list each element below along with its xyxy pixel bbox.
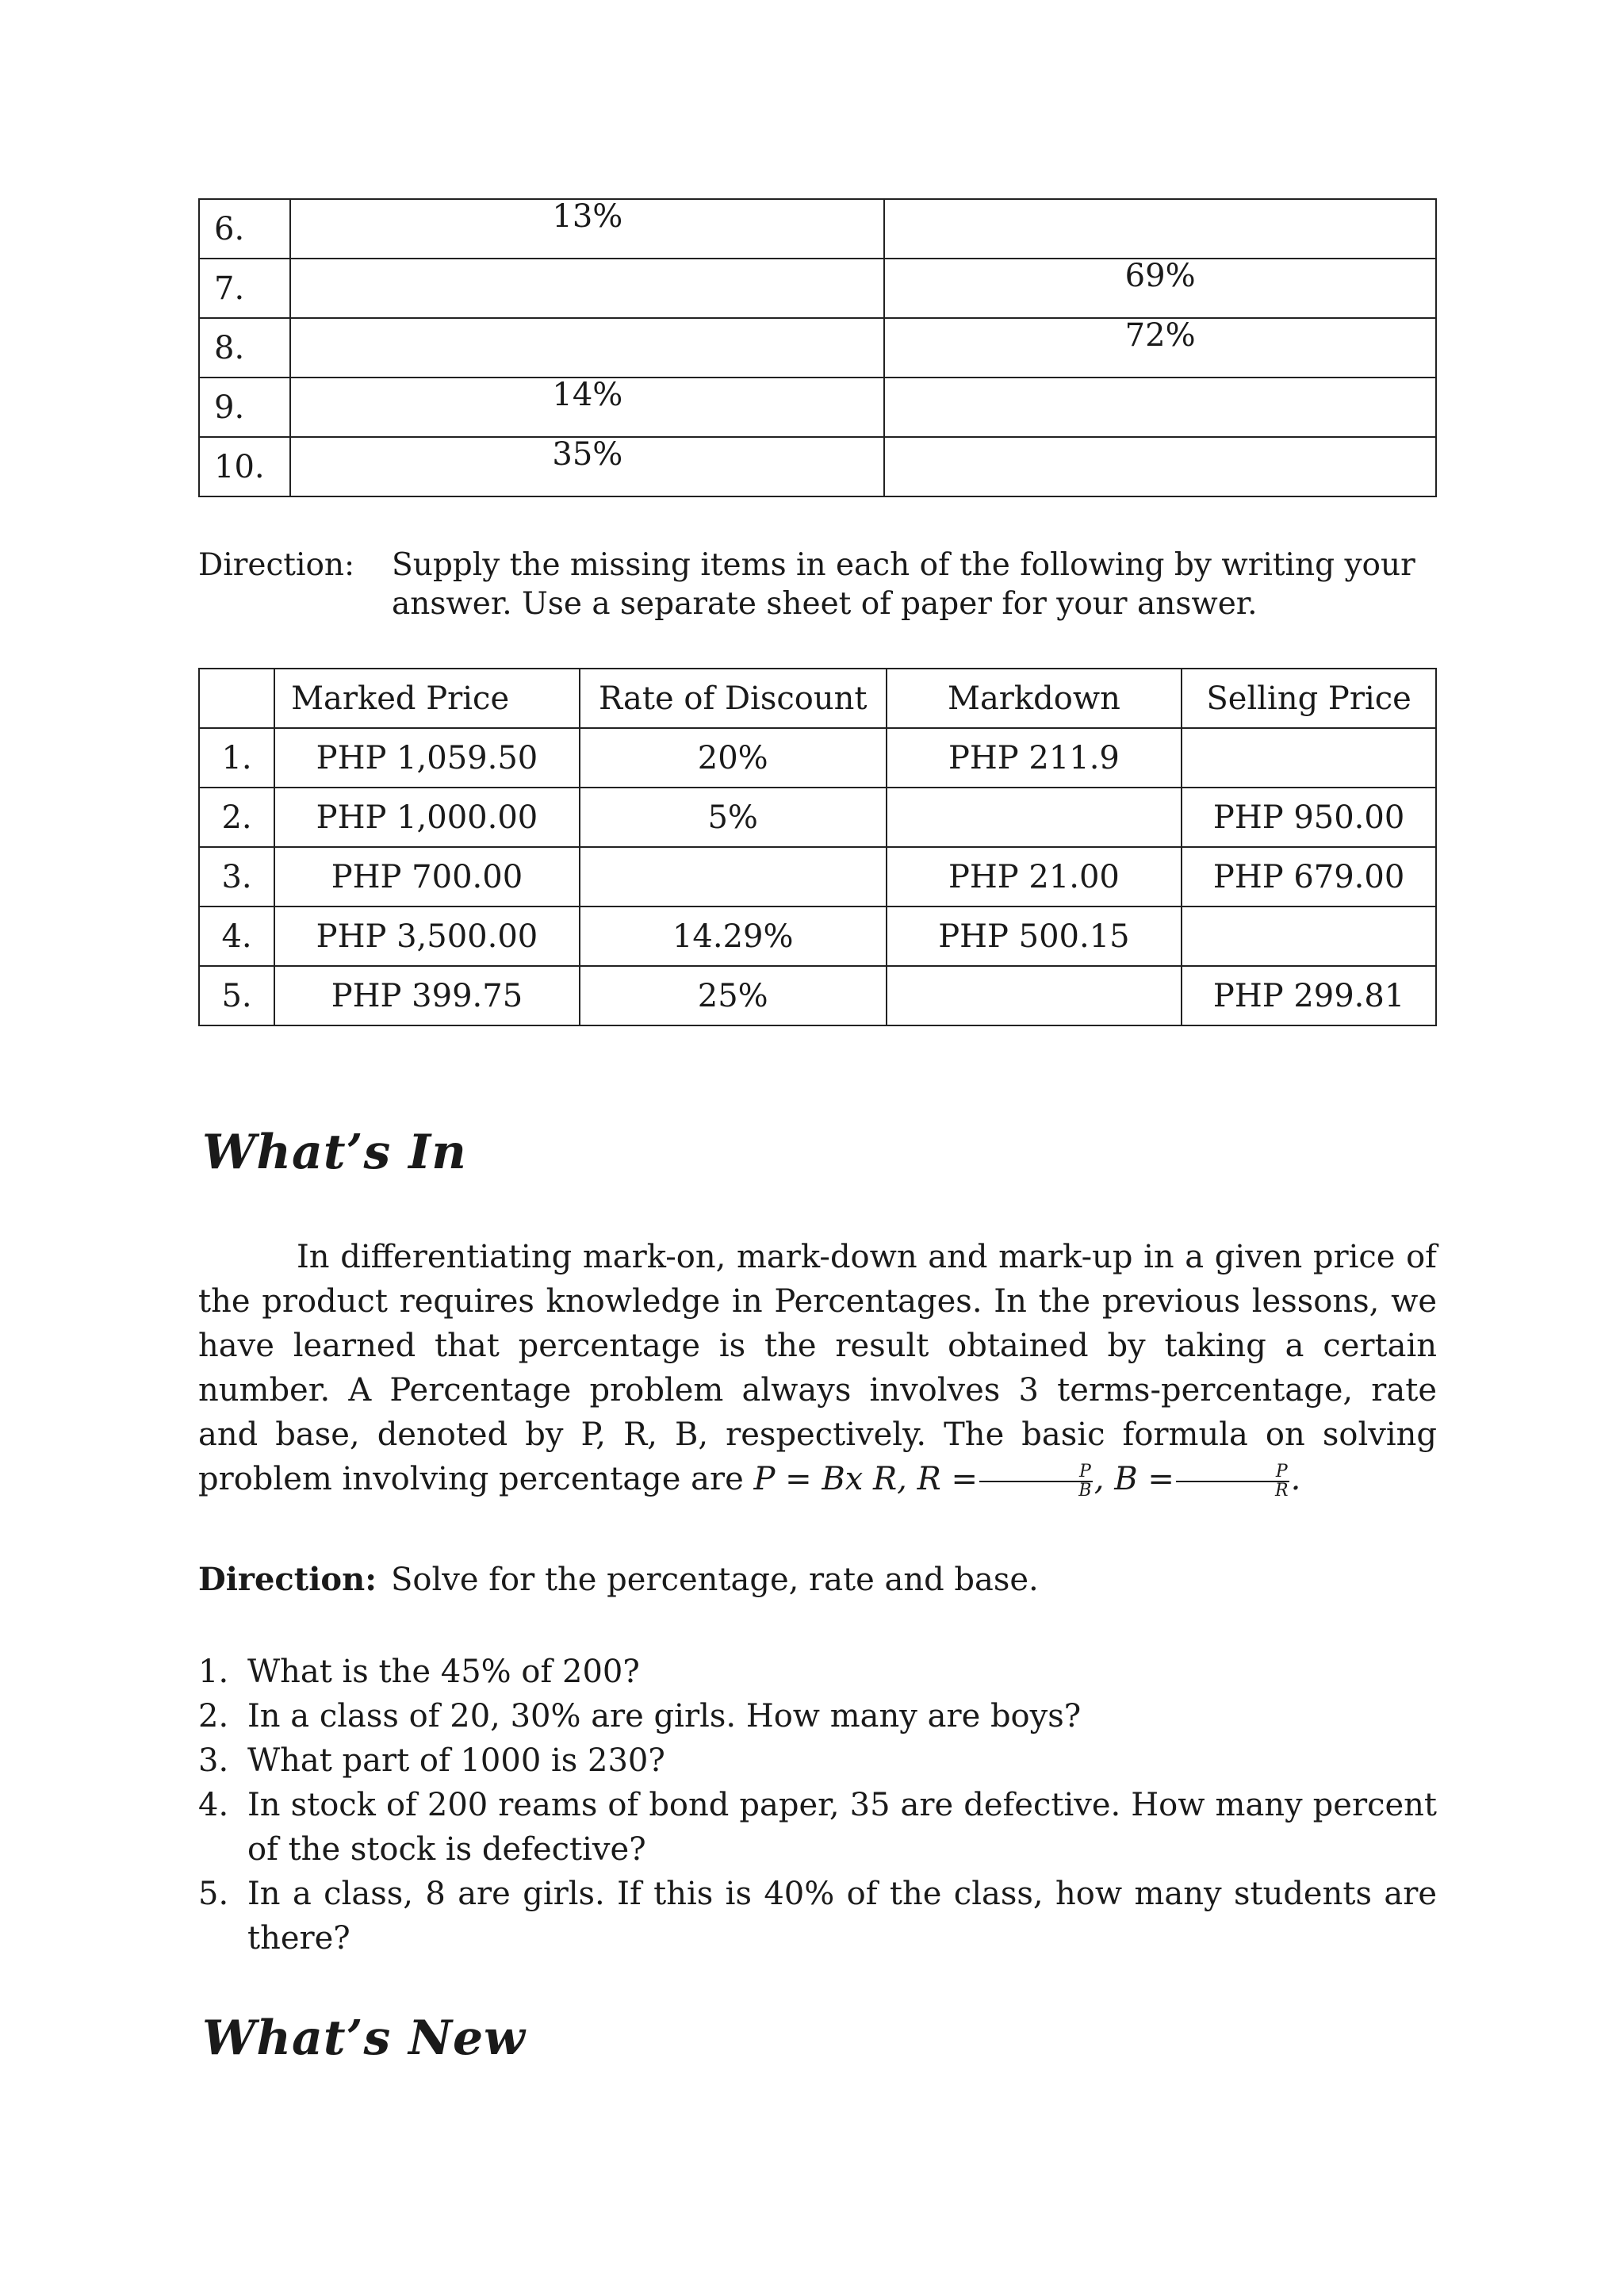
table-row	[199, 847, 1436, 907]
column-header	[199, 669, 274, 728]
fraction-p-over-r: $\frac{P}{R}$	[1176, 1463, 1289, 1500]
table-cell: 69%	[884, 259, 1436, 318]
table-row	[199, 378, 1436, 437]
row-number: 6.	[199, 199, 290, 259]
table-row	[199, 966, 1436, 1025]
table-cell	[290, 259, 884, 318]
answer-table-continued	[198, 198, 1437, 497]
row-number: 9.	[199, 378, 290, 437]
column-header-rate-of-discount: Rate of Discount	[580, 669, 887, 728]
direction-text: Solve for the percentage, rate and base.	[390, 1562, 1039, 1598]
table-cell	[290, 318, 884, 378]
selling-price-cell	[1182, 907, 1436, 966]
marked-price-cell: PHP 1,000.00	[274, 788, 580, 847]
table-row	[199, 788, 1436, 847]
table-cell: 13%	[290, 199, 884, 259]
rate-cell	[580, 847, 887, 907]
markdown-cell: PHP 500.15	[887, 907, 1182, 966]
selling-price-cell	[1182, 728, 1436, 788]
row-number: 2.	[199, 788, 274, 847]
row-number: 4.	[199, 907, 274, 966]
section-heading-whats-in: What’s In	[202, 1125, 467, 1180]
markdown-cell: PHP 21.00	[887, 847, 1182, 907]
row-number: 3.	[199, 847, 274, 907]
row-number: 8.	[199, 318, 290, 378]
marked-price-cell: PHP 700.00	[274, 847, 580, 907]
row-number: 5.	[199, 966, 274, 1025]
table-row	[199, 907, 1436, 966]
row-number: 1.	[199, 728, 274, 788]
rate-cell: 14.29%	[580, 907, 887, 966]
direction-solve	[198, 1561, 1039, 1598]
list-item: 4. In stock of 200 reams of bond paper, 35 are defective. How many percent of the stock is defective?	[198, 1787, 1437, 1868]
table-cell: 14%	[290, 378, 884, 437]
column-header-marked-price: Marked Price	[274, 669, 580, 728]
markdown-cell	[887, 788, 1182, 847]
selling-price-cell: PHP 679.00	[1182, 847, 1436, 907]
fraction-p-over-b: $\frac{P}{B}$	[979, 1463, 1093, 1500]
whats-in-paragraph	[198, 1235, 1437, 1501]
paragraph-text: In differentiating mark-on, mark-down and mark-up in a given price of the product requires knowledge in Percentages. In the previous lessons, we have learned that percentage is the result obtained by taking a certain number. A Percentage problem always involves 3 terms-percentage, rate and base, denoted by P, R, B, respectively. The basic formula on solving problem involving percentage are	[198, 1239, 1437, 1497]
table-cell: 35%	[290, 437, 884, 496]
direction-text: Supply the missing items in each of the following by writing your answer. Use a separate sheet of paper for your answer.	[392, 547, 1415, 622]
table-row	[199, 437, 1436, 496]
row-number: 7.	[199, 259, 290, 318]
list-item: 3. What part of 1000 is 230?	[198, 1742, 665, 1779]
discount-table	[198, 668, 1437, 1026]
rate-cell: 25%	[580, 966, 887, 1025]
selling-price-cell: PHP 299.81	[1182, 966, 1436, 1025]
row-number: 10.	[199, 437, 290, 496]
selling-price-cell: PHP 950.00	[1182, 788, 1436, 847]
table-cell: 72%	[884, 318, 1436, 378]
table-row	[199, 259, 1436, 318]
rate-cell: 20%	[580, 728, 887, 788]
table-row	[199, 728, 1436, 788]
rate-cell: 5%	[580, 788, 887, 847]
table-row	[199, 318, 1436, 378]
marked-price-cell: PHP 1,059.50	[274, 728, 580, 788]
question-list	[198, 1650, 1437, 1961]
marked-price-cell: PHP 3,500.00	[274, 907, 580, 966]
section-heading-whats-new: What’s New	[202, 2010, 526, 2066]
table-cell	[884, 437, 1436, 496]
markdown-cell: PHP 211.9	[887, 728, 1182, 788]
direction-label: Direction:	[198, 1561, 377, 1598]
column-header-selling-price: Selling Price	[1182, 669, 1436, 728]
marked-price-cell: PHP 399.75	[274, 966, 580, 1025]
table-header-row	[199, 669, 1436, 728]
direction-label: Direction:	[198, 547, 355, 583]
markdown-cell	[887, 966, 1182, 1025]
table-cell	[884, 378, 1436, 437]
percentage-formula: P = Bx R, R = $\frac{P}{B}$ , B = $\frac{P}{R}$ .	[753, 1461, 1301, 1501]
list-item: 2. In a class of 20, 30% are girls. How many are boys?	[198, 1698, 1082, 1734]
column-header-markdown: Markdown	[887, 669, 1182, 728]
table-row	[199, 199, 1436, 259]
list-item: 5. In a class, 8 are girls. If this is 40% of the class, how many students are there?	[198, 1876, 1437, 1957]
table-cell	[884, 199, 1436, 259]
list-item: 1. What is the 45% of 200?	[198, 1654, 640, 1690]
